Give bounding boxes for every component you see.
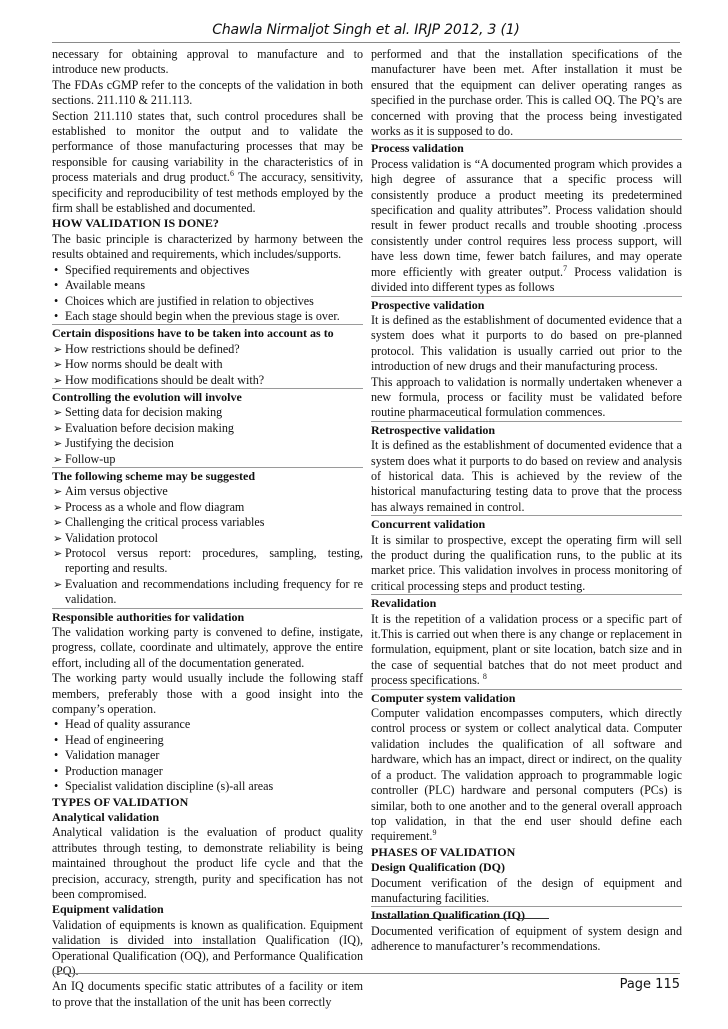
- footnote-rule: [371, 918, 549, 919]
- list-item: • Specified requirements and objectives: [52, 263, 363, 278]
- list-item: ➢ Follow-up: [52, 452, 363, 467]
- paragraph: The basic principle is characterized by harmony between the results obtained and requirements, which includes/supports.: [52, 231, 363, 262]
- subsection-heading: Responsible authorities for validation: [52, 608, 363, 625]
- paragraph-text: Process validation is divided into different types as follows: [371, 264, 682, 295]
- paragraph-text: The accuracy, sensitivity, specificity and reproducibility of test methods employed by the firm shall be established and documented.: [52, 170, 363, 216]
- list-item: • Specialist validation discipline (s)-all areas: [52, 779, 363, 794]
- list-item: • Validation manager: [52, 748, 363, 763]
- paragraph: Document verification of the design of equipment and manufacturing facilities.: [371, 875, 682, 905]
- list-item: ➢ Setting data for decision making: [52, 405, 363, 420]
- subsection-heading: Prospective validation: [371, 296, 682, 313]
- section-heading: HOW VALIDATION IS DONE?: [52, 216, 219, 231]
- header-rule: [52, 42, 680, 43]
- list-item: • Each stage should begin when the previous stage is over.: [52, 309, 363, 324]
- list-item: • Available means: [52, 278, 363, 293]
- footer-rule: [52, 973, 680, 974]
- right-column: [371, 47, 682, 955]
- bullet-list: [52, 717, 363, 794]
- list-item: ➢ Challenging the critical process variables: [52, 515, 363, 530]
- list-item: ➢ How restrictions should be defined?: [52, 342, 363, 357]
- paragraph: The FDAs cGMP refer to the concepts of the validation in both sections. 211.110 & 211.113.: [52, 77, 363, 108]
- list-item: ➢ Process as a whole and flow diagram: [52, 500, 363, 515]
- list-item: ➢ Protocol versus report: procedures, sampling, testing, reporting and results.: [52, 546, 363, 577]
- subsection-heading: The following scheme may be suggested: [52, 467, 363, 484]
- paragraph: Documented verification of equipment of system design and adherence to manufacturer’s recommendations.: [371, 923, 682, 954]
- paragraph: [371, 157, 682, 296]
- paragraph: [52, 109, 363, 217]
- subsection-heading: Certain dispositions have to be taken into account as to: [52, 324, 363, 341]
- bullet-list: [52, 263, 363, 325]
- list-item: • Head of quality assurance: [52, 717, 363, 732]
- section-heading: PHASES OF VALIDATION: [371, 844, 516, 859]
- reference-number: 7: [563, 263, 568, 273]
- left-column: [52, 47, 363, 1010]
- paragraph: The working party would usually include the following staff members, preferably those with a good insight into the company’s operation.: [52, 671, 363, 717]
- subsection-heading: Retrospective validation: [371, 421, 682, 438]
- list-item: ➢ Validation protocol: [52, 531, 363, 546]
- section-heading: TYPES OF VALIDATION: [52, 794, 189, 809]
- arrow-list: [52, 484, 363, 607]
- list-item: ➢ Justifying the decision: [52, 436, 363, 451]
- paragraph: [371, 706, 682, 845]
- paragraph: It is defined as the establishment of documented evidence that a system does what it purports to do based on review and analysis of historical data. This is achieved by the review of the historical manufacturing testing data to prove that the process has always remained in control.: [371, 438, 682, 514]
- subsection-heading: Design Qualification (DQ): [371, 860, 505, 875]
- list-item: ➢ Evaluation before decision making: [52, 421, 363, 436]
- subsection-heading: Concurrent validation: [371, 515, 682, 532]
- list-item: • Choices which are justified in relation to objectives: [52, 294, 363, 309]
- paragraph-text: Process validation is “A documented program which provides a high degree of assurance that a specific process will consistently produce a product meeting its predetermined specification and quality attributes”. Process validation should result in fewer product recalls and trouble shooting .process consistently under control requires less process support, will have less down time, fewer batch failures, and may operate more efficiently with greater output.: [371, 156, 682, 279]
- paragraph-text: Computer validation encompasses computers, which directly control process or system or collect analytical data. Computer validation includes the qualification of all software and hardware, which has an impact, direct or indirect, on the quality of a product. The validation approach to programmable logic controller (PLC) hardware and personal computers (PCs) is similar, both to one another and to the general overall approach top validation, in that the end user should define each requirement.: [371, 706, 682, 844]
- paragraph: Validation of equipments is known as qualification. Equipment validation is divided into installation Qualification (IQ), Operational Qualification (OQ), and Performance Qualification (PQ).: [52, 917, 363, 978]
- paragraph: Analytical validation is the evaluation of product quality attributes through testing, to demonstrate reliability is being maintained throughout the product life cycle and that the precision, accuracy, strength, purity and specification has not been compromised.: [52, 825, 363, 901]
- footnote-rule: [52, 948, 228, 949]
- list-item: ➢ Evaluation and recommendations including frequency for re validation.: [52, 577, 363, 608]
- paragraph: This approach to validation is normally undertaken whenever a new formula, process or facility must be validated before routine pharmaceutical formulation commences.: [371, 374, 682, 420]
- subsection-heading: Computer system validation: [371, 689, 682, 706]
- subsection-heading: Analytical validation: [52, 809, 160, 824]
- arrow-list: [52, 405, 363, 467]
- reference-number: 8: [482, 672, 487, 682]
- list-item: • Head of engineering: [52, 733, 363, 748]
- arrow-list: [52, 342, 363, 388]
- reference-number: 6: [229, 169, 234, 179]
- list-item: ➢ How norms should be dealt with: [52, 357, 363, 372]
- paragraph: It is similar to prospective, except the operating firm will sell the product during the qualification runs, to the public at its market price. This validation involves in process monitoring of critical processing steps and product testing.: [371, 532, 682, 593]
- paragraph-text: It is the repetition of a validation process or a specific part of it.This is carried out when there is any change or replacement in formulation, equipment, plant or site location, batch size and in the case of sequential batches that do not meet product and process specifications.: [371, 611, 682, 688]
- reference-number: 9: [432, 828, 437, 838]
- subsection-heading: Equipment validation: [52, 902, 164, 917]
- paragraph-text: Section 211.110 states that, such control procedures shall be established to monitor the output and to validate the performance of those manufacturing processes that may be responsible for causing variability in the characteristics of in process materials and drug product.: [52, 108, 363, 185]
- list-item: ➢ Aim versus objective: [52, 484, 363, 499]
- running-header: Chawla Nirmaljot Singh et al. IRJP 2012, 3 (1): [212, 22, 520, 38]
- subsection-heading: Revalidation: [371, 594, 682, 611]
- paragraph: necessary for obtaining approval to manufacture and to introduce new products.: [52, 47, 363, 77]
- subsection-heading: Installation Qualification (IQ): [371, 906, 682, 923]
- list-item: ➢ How modifications should be dealt with?: [52, 373, 363, 388]
- paragraph: An IQ documents specific static attributes of a facility or item to prove that the installation of the unit has been correctly: [52, 979, 363, 1009]
- paragraph: [371, 612, 682, 689]
- list-item: • Production manager: [52, 764, 363, 779]
- paragraph: It is defined as the establishment of documented evidence that a system does what it purports to do based on pre-planned protocol. This validation is usually carried out prior to the introduction of new drugs and their manufacturing process.: [371, 312, 682, 374]
- paragraph: The validation working party is convened to define, instigate, progress, collate, coordinate and ultimately, approve the entire effort, including all of the documentation generated.: [52, 625, 363, 670]
- page-number: Page 115: [619, 977, 680, 992]
- subsection-heading: Controlling the evolution will involve: [52, 388, 363, 405]
- paragraph: performed and that the installation specifications of the manufacturer have been met. After installation it must be ensured that the equipment can deliver operating ranges as specified in the purchase order. This is called OQ. The PQ’s are concerned with proving that the process being investigated works as it is supposed to do.: [371, 47, 682, 139]
- subsection-heading: Process validation: [371, 139, 682, 156]
